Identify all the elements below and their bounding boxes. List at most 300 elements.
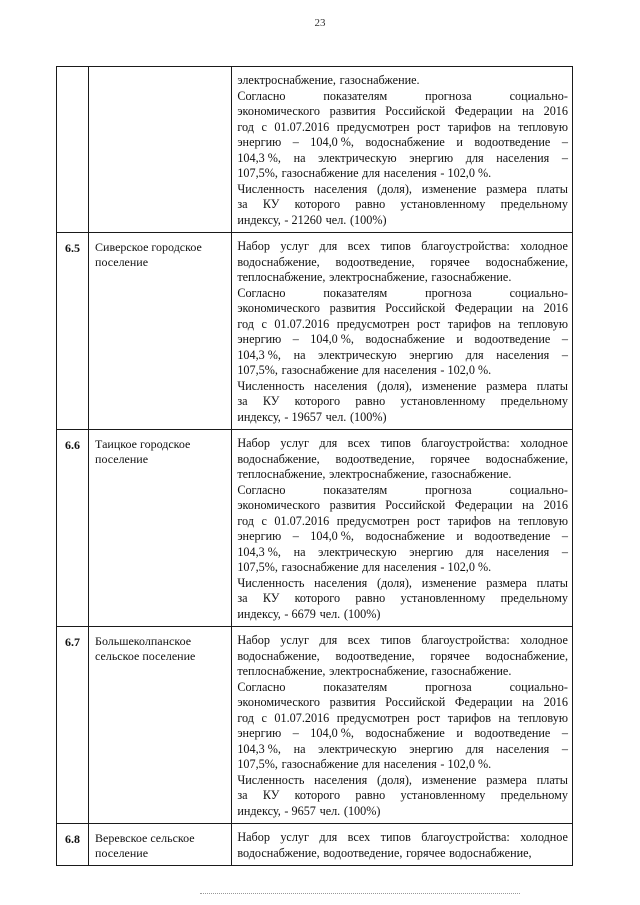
word: год [237,316,254,331]
description-cell [232,430,573,627]
word: на [498,119,511,134]
word: – [561,544,568,559]
word: изменение [421,575,477,590]
settlement-name-line: Веревское сельское [95,831,195,845]
word: для [319,633,338,647]
word: – [561,529,568,543]
word: рост [417,316,441,331]
text-line [237,104,568,120]
word: размера [486,575,527,590]
text-line [237,529,568,545]
word: благоустройства: [421,633,510,647]
text-line [237,498,568,514]
text-line [237,804,568,820]
word: всех [347,633,371,647]
word: равно [355,197,386,211]
word: (доля), [376,181,412,196]
word: чел. [319,803,341,818]
word: Федерации [454,301,513,315]
description-paragraph [237,773,568,820]
word: на [293,150,306,165]
word: на [498,513,511,528]
text-line [237,545,568,561]
word: Набор [237,830,270,844]
word: социально- [509,679,568,694]
word: 107,5%, [237,363,278,377]
word: электроснабжение, [329,664,428,678]
word: водоснабжение [365,529,445,543]
word: 104,3 %, [237,347,281,362]
word: водоснабжение, [449,845,532,860]
description-paragraph [237,89,568,182]
description-paragraph [237,576,568,623]
word: на [522,695,534,709]
word: предельному [500,394,568,408]
word: – [292,529,299,543]
word: за [237,394,248,408]
word: на [522,498,534,512]
word: равно [355,591,386,605]
word: теплоснабжение, [237,270,326,284]
word: год [237,119,254,134]
word: Согласно [237,285,286,300]
table-body [57,67,573,866]
text-line [237,394,568,410]
settlement-name [89,430,232,627]
text-line [237,726,568,742]
description-cell [232,627,573,824]
word: 104,0 %, [310,529,354,543]
word: энергию [237,332,282,346]
word: - 102,0 %. [440,363,492,377]
word: - 102,0 %. [440,166,492,180]
word: электроснабжение, [237,73,336,87]
word: прогноза [425,88,472,103]
word: прогноза [425,679,472,694]
description-paragraph [237,830,568,861]
row-number [57,67,89,233]
word: Федерации [454,104,513,118]
word: водоотведение, [335,254,415,269]
word: КУ [262,394,280,408]
word: предусмотрен [336,316,410,331]
word: платы [536,772,568,787]
settlement-name [89,67,232,233]
word: всех [347,436,371,450]
word: экономического [237,104,320,118]
word: прогноза [425,285,472,300]
word: Согласно [237,679,286,694]
text-line [237,73,568,89]
word: – [292,135,299,149]
settlements-table [56,66,573,866]
word: газоснабжение [281,166,359,180]
word: – [561,726,568,740]
text-line [237,301,568,317]
word: 01.07.2016 [274,316,330,331]
word: которого [294,394,341,408]
word: тарифов [447,316,491,331]
word: с [261,316,267,331]
word: газоснабжение. [339,73,420,87]
description-paragraph [237,286,568,379]
word: (100%) [349,409,387,424]
word: тепловую [517,316,568,331]
word: установленному [400,394,486,408]
word: населения [314,772,368,787]
table-row [57,627,573,824]
word: тепловую [517,513,568,528]
text-line [237,120,568,136]
word: населения [314,575,368,590]
word: и [456,726,463,740]
word: Численность [237,772,305,787]
text-line [237,742,568,758]
word: индексу, [237,212,281,227]
table-row [57,430,573,627]
word: электрическую [318,347,397,362]
word: холодное [520,436,568,450]
row-number: 6.7 [57,627,89,824]
word: услуг [280,633,309,647]
word: всех [347,830,371,844]
text-line [237,348,568,364]
settlement-name-line: поселение [95,255,149,269]
word: – [561,347,568,362]
word: Численность [237,181,305,196]
word: водоснабжение, [237,845,320,860]
description-paragraph [237,680,568,773]
word: водоотведение, [335,451,415,466]
word: рост [417,119,441,134]
word: предельному [500,591,568,605]
word: – [292,726,299,740]
word: за [237,788,248,802]
word: – [561,135,568,149]
word: 104,3 %, [237,150,281,165]
word: водоснабжение, [237,451,320,466]
word: КУ [262,197,280,211]
text-line [237,182,568,198]
word: Согласно [237,482,286,497]
word: 2016 [543,498,568,512]
word: на [293,544,306,559]
word: чел. [325,212,347,227]
word: Российской [385,104,446,118]
word: развития [329,695,376,709]
word: показателям [323,285,388,300]
word: населения [383,560,437,574]
row-number: 6.8 [57,824,89,866]
word: которого [294,591,341,605]
word: и [456,135,463,149]
text-line [237,213,568,229]
text-line [237,757,568,773]
description-cell [232,233,573,430]
word: энергию [409,544,454,559]
word: – [561,741,568,756]
description-cell [232,824,573,866]
word: на [293,347,306,362]
word: социально- [509,482,568,497]
table-row [57,824,573,866]
text-line [237,135,568,151]
text-line [237,788,568,804]
word: энергию [237,726,282,740]
word: благоустройства: [421,830,510,844]
settlement-name [89,824,232,866]
word: (100%) [343,606,381,621]
word: 107,5%, [237,757,278,771]
text-line [237,576,568,592]
word: Набор [237,633,270,647]
word: электрическую [318,741,397,756]
text-line [237,151,568,167]
word: для [362,757,381,771]
word: населения [496,150,550,165]
word: индексу, [237,409,281,424]
word: водоснабжение, [237,254,320,269]
word: – [292,332,299,346]
word: и [456,529,463,543]
word: 2016 [543,301,568,315]
text-line [237,379,568,395]
word: энергию [409,347,454,362]
word: энергию [237,529,282,543]
word: Согласно [237,88,286,103]
text-line [237,286,568,302]
table-row [57,67,573,233]
word: размера [486,772,527,787]
word: газоснабжение. [431,664,512,678]
word: изменение [421,772,477,787]
word: водоснабжение, [485,648,568,663]
word: – [561,332,568,346]
word: водоотведение [474,332,551,346]
word: водоснабжение [365,135,445,149]
word: электроснабжение, [329,270,428,284]
word: (доля), [376,378,412,393]
word: рост [417,513,441,528]
word: теплоснабжение, [237,664,326,678]
word: 104,0 %, [310,332,354,346]
word: водоотведение, [323,845,403,860]
word: платы [536,575,568,590]
word: населения [314,378,368,393]
description-paragraph [237,73,568,89]
description-cell [232,67,573,233]
settlement-name-line: Сиверское городское [95,240,202,254]
word: экономического [237,695,320,709]
text-line [237,773,568,789]
word: благоустройства: [421,239,510,253]
word: размера [486,181,527,196]
word: 2016 [543,695,568,709]
word: и [456,332,463,346]
word: тарифов [447,513,491,528]
word: для [319,436,338,450]
word: - 102,0 %. [440,757,492,771]
word: индексу, [237,606,281,621]
word: экономического [237,498,320,512]
table-row [57,233,573,430]
word: населения [314,181,368,196]
word: теплоснабжение, [237,467,326,481]
word: за [237,197,248,211]
text-line [237,363,568,379]
word: за [237,591,248,605]
text-line [237,607,568,623]
text-line [237,197,568,213]
word: услуг [280,239,309,253]
word: предусмотрен [336,119,410,134]
word: энергию [237,135,282,149]
word: равно [355,394,386,408]
settlement-name [89,627,232,824]
text-line [237,846,568,862]
word: предусмотрен [336,513,410,528]
text-line [237,591,568,607]
text-line [237,649,568,665]
word: установленному [400,591,486,605]
word: КУ [262,591,280,605]
word: - 102,0 %. [440,560,492,574]
word: изменение [421,378,477,393]
word: горячее [430,451,470,466]
word: установленному [400,788,486,802]
page-bottom-divider [200,893,520,894]
word: Численность [237,575,305,590]
description-paragraph [237,436,568,483]
text-line [237,89,568,105]
word: для [319,239,338,253]
word: Федерации [454,498,513,512]
word: которого [294,788,341,802]
word: развития [329,498,376,512]
text-line [237,332,568,348]
word: социально- [509,88,568,103]
word: 104,0 %, [310,726,354,740]
word: водоотведение [474,529,551,543]
page-number: 23 [314,17,326,29]
word: экономического [237,301,320,315]
text-line [237,711,568,727]
description-paragraph [237,182,568,229]
word: – [561,150,568,165]
word: водоснабжение, [485,254,568,269]
word: типов [380,633,411,647]
word: для [465,544,484,559]
word: тарифов [447,710,491,725]
row-number: 6.6 [57,430,89,627]
description-paragraph [237,483,568,576]
word: населения [383,166,437,180]
word: газоснабжение [281,757,359,771]
word: населения [383,757,437,771]
word: холодное [520,633,568,647]
word: с [261,710,267,725]
text-line [237,239,568,255]
word: типов [380,239,411,253]
word: горячее [430,254,470,269]
word: - 9657 [284,803,316,818]
word: Российской [385,301,446,315]
word: чел. [319,606,341,621]
word: 107,5%, [237,166,278,180]
word: рост [417,710,441,725]
word: водоснабжение [365,726,445,740]
word: установленному [400,197,486,211]
text-line [237,270,568,286]
word: энергию [409,150,454,165]
word: платы [536,378,568,393]
word: на [498,710,511,725]
word: типов [380,830,411,844]
word: которого [294,197,341,211]
word: горячее [406,845,446,860]
text-line [237,452,568,468]
word: предельному [500,788,568,802]
word: газоснабжение [281,363,359,377]
word: электрическую [318,544,397,559]
word: холодное [520,239,568,253]
word: индексу, [237,803,281,818]
word: - 21260 [284,212,322,227]
text-line [237,633,568,649]
word: показателям [323,679,388,694]
text-line [237,166,568,182]
word: водоснабжение, [485,451,568,466]
word: размера [486,378,527,393]
word: 104,0 %, [310,135,354,149]
word: 104,3 %, [237,741,281,756]
word: для [362,166,381,180]
word: показателям [323,88,388,103]
word: 01.07.2016 [274,119,330,134]
word: изменение [421,181,477,196]
word: для [362,560,381,574]
text-line [237,467,568,483]
word: на [522,104,534,118]
word: на [498,316,511,331]
word: чел. [325,409,347,424]
text-line [237,830,568,846]
word: Численность [237,378,305,393]
word: 107,5%, [237,560,278,574]
word: услуг [280,436,309,450]
word: для [319,830,338,844]
text-line [237,560,568,576]
word: водоснабжение [365,332,445,346]
word: для [465,347,484,362]
description-paragraph [237,239,568,286]
text-line [237,514,568,530]
word: населения [496,347,550,362]
settlement-name [89,233,232,430]
word: населения [496,741,550,756]
word: платы [536,181,568,196]
word: тепловую [517,119,568,134]
word: с [261,513,267,528]
text-line [237,255,568,271]
description-paragraph [237,633,568,680]
word: для [465,150,484,165]
word: горячее [430,648,470,663]
word: КУ [262,788,280,802]
word: энергию [409,741,454,756]
word: - 19657 [284,409,322,424]
word: (100%) [349,212,387,227]
